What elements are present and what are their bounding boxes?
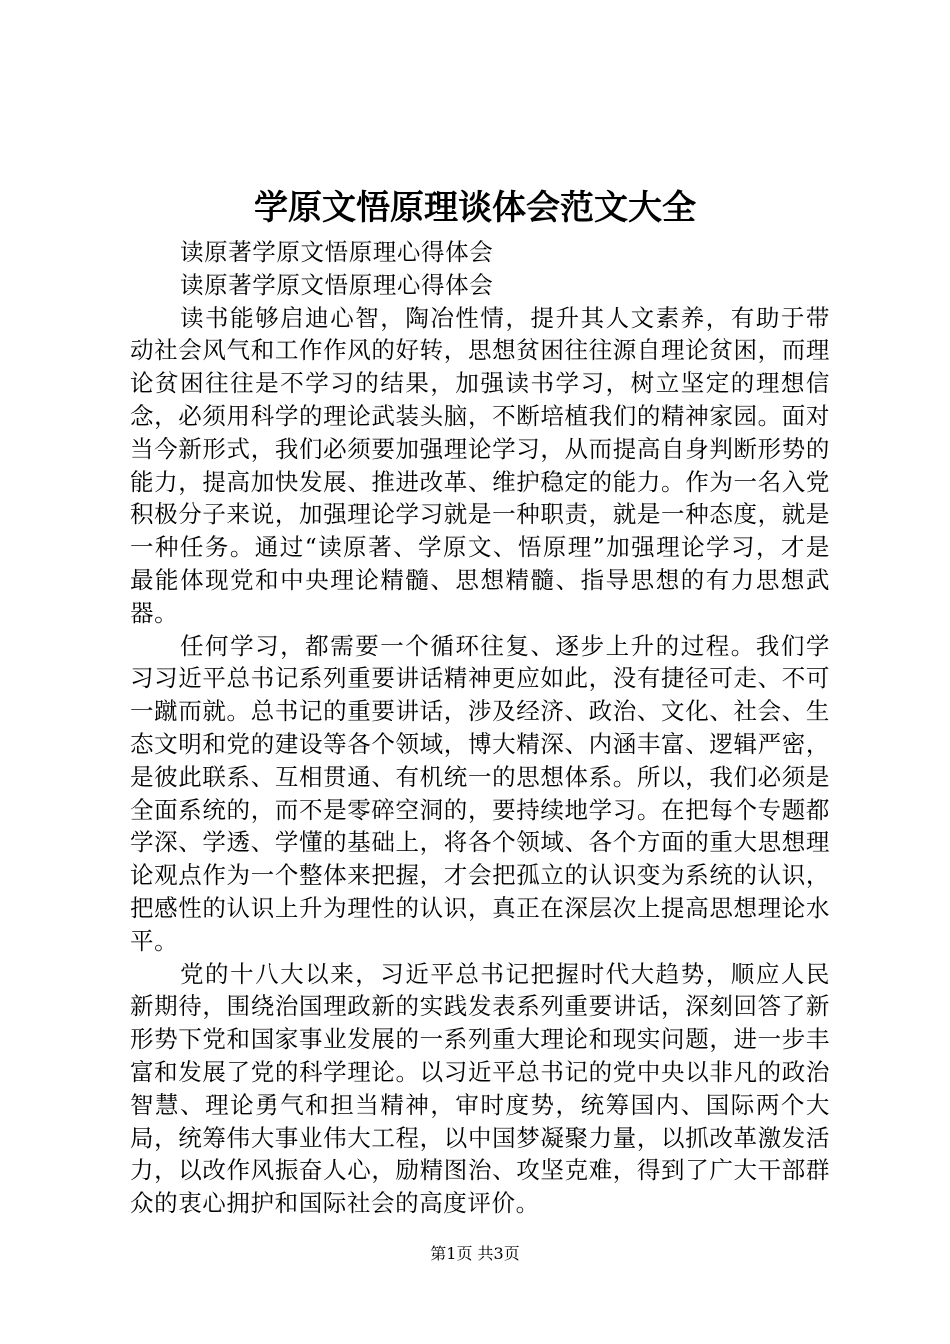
body-paragraph: 读书能够启迪心智，陶冶性情，提升其人文素养，有助于带动社会风气和工作作风的好转，思想贫困往往源自理论贫困，而理论贫困往往是不学习的结果，加强读书学习，树立坚定的理想信念，必须用科学的理论武装头脑，不断培植我们的精神家园。面对当今新形式，我们必须要加强理论学习，从而提高自身判断形势的能力，提高加快发展、推进改革、维护稳定的能力。作为一名入党积极分子来说，加强理论学习就是一种职责，就是一种态度，就是一种任务。通过“读原著、学原文、悟原理”加强理论学习，才是最能体现党和中央理论精髓、思想精髓、指导思想的有力思想武器。 [130, 303, 830, 627]
body-paragraph: 党的十八大以来，习近平总书记把握时代大趋势，顺应人民新期待，围绕治国理政新的实践发表系列重要讲话，深刻回答了新形势下党和国家事业发展的一系列重大理论和现实问题，进一步丰富和发展了党的科学理论。以习近平总书记的党中央以非凡的政治智慧、理论勇气和担当精神，审时度势，统筹国内、国际两个大局，统筹伟大事业伟大工程，以中国梦凝聚力量，以抓改革激发活力，以改作风振奋人心，励精图治、攻坚克难，得到了广大干部群众的衷心拥护和国际社会的高度评价。 [130, 959, 830, 1218]
document-title: 学原文悟原理谈体会范文大全 [254, 188, 696, 228]
subtitle-line: 读原著学原文悟原理心得体会 [180, 238, 494, 266]
document-body [130, 236, 830, 1220]
page-footer: 第1页 共3页 [430, 1244, 520, 1263]
subtitle-line: 读原著学原文悟原理心得体会 [180, 270, 494, 299]
body-paragraph: 任何学习，都需要一个循环往复、逐步上升的过程。我们学习习近平总书记系列重要讲话精神更应如此，没有捷径可走、不可一蹴而就。总书记的重要讲话，涉及经济、政治、文化、社会、生态文明和党的建设等各个领域，博大精深、内涵丰富、逻辑严密，是彼此联系、互相贯通、有机统一的思想体系。所以，我们必须是全面系统的，而不是零碎空洞的，要持续地学习。在把每个专题都学深、学透、学懂的基础上，将各个领域、各个方面的重大思想理论观点作为一个整体来把握，才会把孤立的认识变为系统的认识，把感性的认识上升为理性的认识，真正在深层次上提高思想理论水平。 [130, 631, 830, 955]
